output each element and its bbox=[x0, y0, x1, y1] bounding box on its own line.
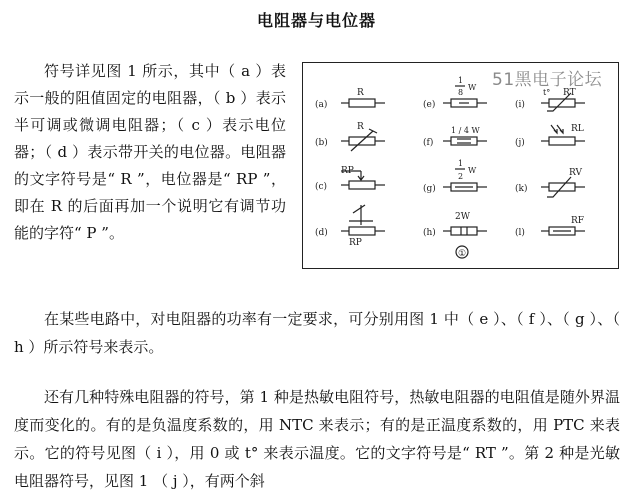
text-k: RV bbox=[569, 168, 582, 178]
text-g-den: 2 bbox=[458, 172, 464, 181]
label-a: (a) bbox=[315, 100, 328, 110]
label-i: (i) bbox=[515, 100, 525, 110]
label-e: (e) bbox=[423, 100, 436, 110]
symbol-a-fixed-resistor bbox=[315, 88, 385, 110]
page-title: 电阻器与电位器 bbox=[256, 11, 376, 30]
symbol-d-switched-potentiometer bbox=[315, 205, 385, 248]
text-g-num: 1 bbox=[458, 159, 464, 168]
label-b: (b) bbox=[315, 138, 328, 148]
watermark: 51黑电子论坛 bbox=[492, 70, 603, 90]
paragraph-special-resistors: 还有几种特殊电阻器的符号，第 1 种是热敏电阻符号，热敏电阻器的电阻值是随外界温度而变化的。有的是负温度系数的，用 NTC 来表示；有的是正温度系数的，用 PTC 来表示。它的符号见图（ i ），用 0 或 t° 来表示温度。它的文字符号是“ RT ”。第 2 种是光敏电阻器符号，见图 1 （ j ），有两个斜 bbox=[14, 388, 620, 490]
paragraph-power-rating: 在某些电路中，对电阻器的功率有一定要求，可分别用图 1 中（ e ）、（ f ）、（ g ）、（ h ）所示符号来表示。 bbox=[14, 310, 620, 356]
label-g: (g) bbox=[423, 184, 436, 194]
symbol-g-half-watt bbox=[423, 159, 487, 194]
resistor-symbols-figure bbox=[302, 62, 619, 269]
text-a: R bbox=[357, 88, 364, 98]
symbols-diagram bbox=[303, 63, 620, 270]
text-g-unit: W bbox=[468, 166, 477, 175]
label-j: (j) bbox=[515, 138, 525, 148]
symbol-e-eighth-watt bbox=[423, 76, 487, 110]
text-e-den: 8 bbox=[458, 88, 464, 97]
label-c: (c) bbox=[315, 182, 328, 192]
label-h: (h) bbox=[423, 228, 436, 238]
symbol-i-thermistor bbox=[515, 88, 585, 111]
label-k: (k) bbox=[515, 184, 528, 194]
text-i-mark: t° bbox=[543, 88, 551, 97]
label-f: (f) bbox=[423, 138, 434, 148]
text-f: 1 / 4 W bbox=[451, 126, 480, 135]
intro-paragraph: 符号详见图 1 所示，其中（ a ）表示一般的阻值固定的电阻器，（ b ）表示半可调或微调电阻器；（ c ）表示电位器；（ d ）表示带开关的电位器。电阻器的文字符号是“ R ”，电位器是“ RP ”，即在 R 的后面再加一个说明它有调节功能的字符“ P ”。 bbox=[14, 62, 286, 242]
text-j: RL bbox=[571, 124, 584, 134]
symbol-k-varistor bbox=[515, 168, 585, 197]
text-e-unit: W bbox=[468, 83, 477, 92]
text-h: 2W bbox=[455, 212, 470, 222]
label-d: (d) bbox=[315, 228, 328, 238]
text-i: RT bbox=[563, 88, 576, 98]
text-c: RP bbox=[341, 166, 354, 176]
symbol-l-fuse-resistor bbox=[515, 216, 585, 238]
text-b: R bbox=[357, 122, 364, 132]
text-e-num: 1 bbox=[458, 76, 464, 85]
text-l: RF bbox=[571, 216, 585, 226]
text-d: RP bbox=[349, 238, 362, 248]
symbol-h-two-watt bbox=[423, 212, 487, 259]
label-l: (l) bbox=[515, 228, 525, 238]
symbol-c-potentiometer bbox=[315, 166, 385, 192]
symbol-j-photoresistor bbox=[515, 124, 585, 148]
figure-caption: ① bbox=[458, 249, 467, 259]
symbol-b-trimmer-resistor bbox=[315, 122, 385, 151]
symbol-f-quarter-watt bbox=[423, 126, 487, 148]
